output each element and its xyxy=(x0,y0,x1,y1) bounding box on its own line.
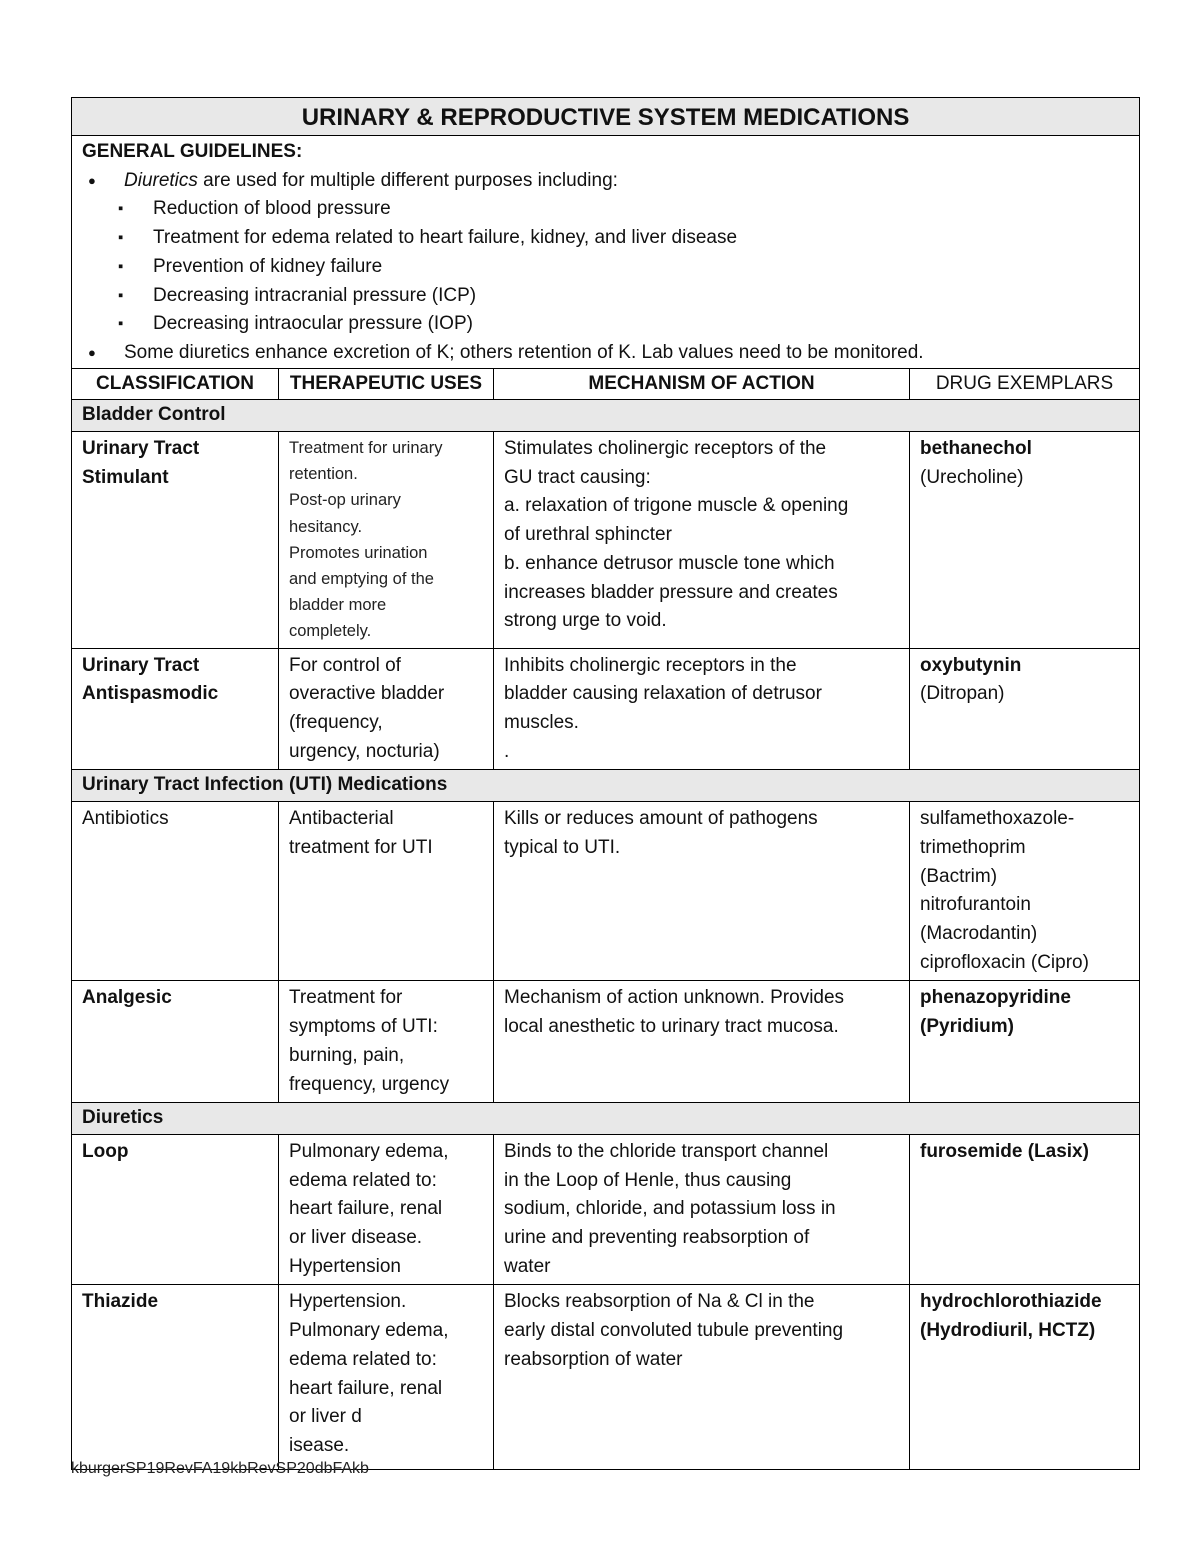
guideline-item: ● Diuretics are used for multiple different purposes including: xyxy=(124,167,1129,196)
purpose-item: ▪ Decreasing intracranial pressure (ICP) xyxy=(153,282,1129,311)
purpose-item: ▪ Decreasing intraocular pressure (IOP) xyxy=(153,310,1129,339)
classification-cell: Thiazide xyxy=(72,1285,279,1470)
section-bladder-control: Bladder Control xyxy=(72,400,1140,432)
uses-cell: Antibacterial treatment for UTI xyxy=(279,802,494,981)
guidelines-list xyxy=(82,167,1129,196)
table-row xyxy=(72,1285,1140,1470)
mechanism-cell: Kills or reduces amount of pathogens typical to UTI. xyxy=(494,802,910,981)
table-row xyxy=(72,981,1140,1103)
table-row xyxy=(72,432,1140,649)
mechanism-cell: Blocks reabsorption of Na & Cl in the early distal convoluted tubule preventing reabsorption of water xyxy=(494,1285,910,1470)
table-row xyxy=(72,802,1140,981)
drug-cell: oxybutynin (Ditropan) xyxy=(910,648,1140,770)
medications-table xyxy=(71,97,1140,1470)
uses-cell: For control of overactive bladder (frequency, urgency, nocturia) xyxy=(279,648,494,770)
diuretics-term: Diuretics xyxy=(124,169,198,191)
general-guidelines xyxy=(72,136,1140,369)
table-title: URINARY & REPRODUCTIVE SYSTEM MEDICATIONS xyxy=(72,98,1140,136)
uses-cell: Hypertension. Pulmonary edema, edema related to: heart failure, renal or liver d isease. xyxy=(279,1285,494,1470)
classification-cell: Loop xyxy=(72,1134,279,1285)
uses-cell: Treatment for urinary retention. Post-op urinary hesitancy. Promotes urination and emptying of the bladder more completely. xyxy=(279,432,494,649)
header-drugs: DRUG EXEMPLARS xyxy=(910,368,1140,400)
uses-cell: Treatment for symptoms of UTI: burning, pain, frequency, urgency xyxy=(279,981,494,1103)
column-header-row xyxy=(72,368,1140,400)
classification-cell: Antibiotics xyxy=(72,802,279,981)
classification-cell: Urinary Tract Stimulant xyxy=(72,432,279,649)
mechanism-cell: Inhibits cholinergic receptors in the bladder causing relaxation of detrusor muscles. . xyxy=(494,648,910,770)
header-uses: THERAPEUTIC USES xyxy=(279,368,494,400)
guideline-item: ● Some diuretics enhance excretion of K; others retention of K. Lab values need to be monitored. xyxy=(124,339,1129,368)
guidelines-heading: GENERAL GUIDELINES: xyxy=(82,141,303,162)
diuretic-purposes-list xyxy=(82,195,1129,339)
purpose-item: ▪ Reduction of blood pressure xyxy=(153,195,1129,224)
drug-cell: phenazopyridine (Pyridium) xyxy=(910,981,1140,1103)
mechanism-cell: Binds to the chloride transport channel in the Loop of Henle, thus causing sodium, chloride, and potassium loss in urine and preventing reabsorption of water xyxy=(494,1134,910,1285)
purpose-item: ▪ Prevention of kidney failure xyxy=(153,253,1129,282)
mechanism-cell: Stimulates cholinergic receptors of the GU tract causing: a. relaxation of trigone muscle & opening of urethral sphincter b. enhance detrusor muscle tone which increases bladder pressure and creates strong urge to void. xyxy=(494,432,910,649)
section-diuretics: Diuretics xyxy=(72,1103,1140,1135)
drug-cell: hydrochlorothiazide (Hydrodiuril, HCTZ) xyxy=(910,1285,1140,1470)
purpose-item: ▪ Treatment for edema related to heart failure, kidney, and liver disease xyxy=(153,224,1129,253)
table-row xyxy=(72,1134,1140,1285)
uses-cell: Pulmonary edema, edema related to: heart failure, renal or liver disease. Hypertension xyxy=(279,1134,494,1285)
classification-cell: Analgesic xyxy=(72,981,279,1103)
header-classification: CLASSIFICATION xyxy=(72,368,279,400)
drug-cell: furosemide (Lasix) xyxy=(910,1134,1140,1285)
document-page xyxy=(71,97,1139,1470)
classification-cell: Urinary Tract Antispasmodic xyxy=(72,648,279,770)
table-row xyxy=(72,648,1140,770)
drug-cell: bethanechol (Urecholine) xyxy=(910,432,1140,649)
mechanism-cell: Mechanism of action unknown. Provides local anesthetic to urinary tract mucosa. xyxy=(494,981,910,1103)
section-uti-medications: Urinary Tract Infection (UTI) Medications xyxy=(72,770,1140,802)
header-mechanism: MECHANISM OF ACTION xyxy=(494,368,910,400)
drug-cell: sulfamethoxazole- trimethoprim (Bactrim) nitrofurantoin (Macrodantin) ciprofloxacin (Cipro) xyxy=(910,802,1140,981)
footer-revision-note: kburgerSP19RevFA19kbRevSP20dbFAkb xyxy=(71,1460,369,1477)
